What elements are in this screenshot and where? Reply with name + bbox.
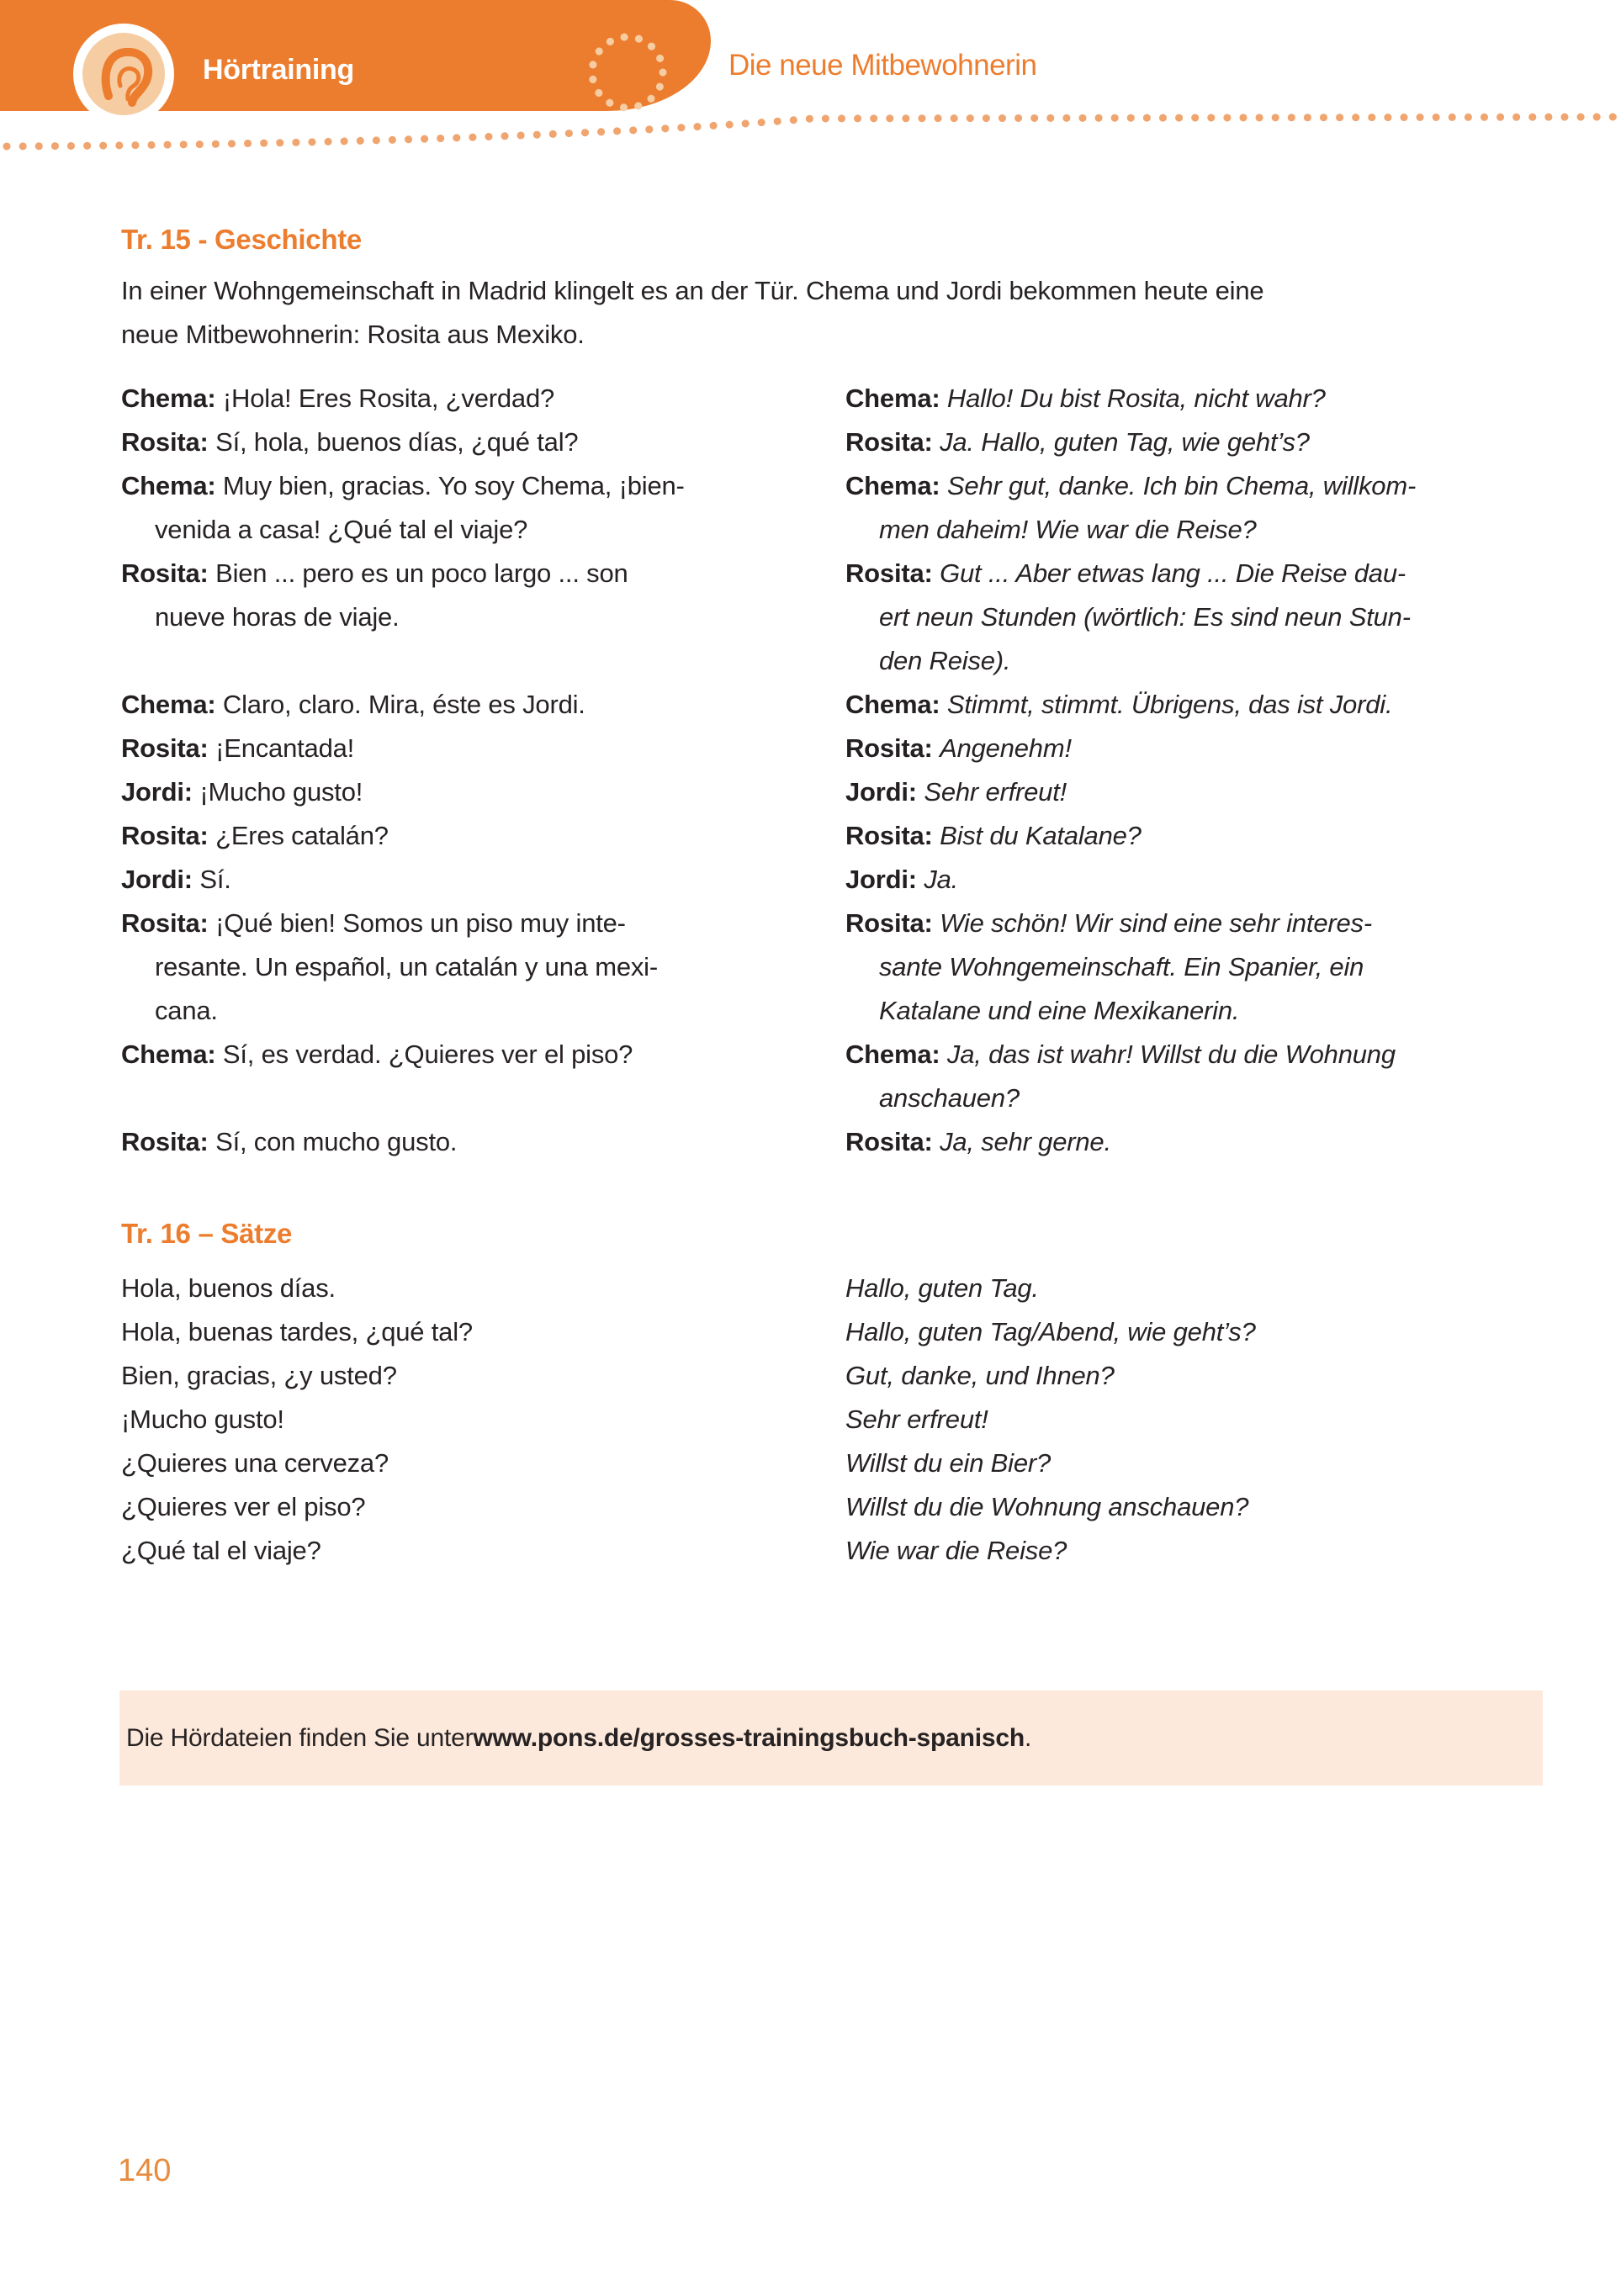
speaker-label: Rosita: (845, 821, 933, 850)
dialogue-line-german: anschauen? (879, 1083, 1020, 1113)
sentence-line-spanish: ¿Qué tal el viaje? (121, 1536, 321, 1565)
dialogue-line-spanish: Chema: Sí, es verdad. ¿Quieres ver el piso? (121, 1040, 633, 1069)
speaker-label: Jordi: (121, 777, 193, 807)
dialogue-line-spanish: Chema: Muy bien, gracias. Yo soy Chema, ¡bien- (121, 471, 685, 500)
dialogue-line-spanish: Rosita: ¿Eres catalán? (121, 821, 389, 850)
speaker-label: Chema: (121, 1040, 216, 1069)
audio-note-text: Die Hördateien finden Sie unter (126, 1723, 474, 1752)
dialogue-line-german: Rosita: Ja. Hallo, guten Tag, wie geht’s? (845, 427, 1310, 457)
tr15-intro-line: neue Mitbewohnerin: Rosita aus Mexiko. (121, 320, 585, 349)
audio-note-box (119, 1690, 1543, 1785)
dialogue-line-spanish: venida a casa! ¿Qué tal el viaje? (155, 515, 528, 544)
dialogue-line-german: Rosita: Angenehm! (845, 733, 1072, 763)
speaker-label: Chema: (845, 690, 940, 719)
dialogue-line-spanish: Rosita: Bien ... pero es un poco largo ... son (121, 558, 628, 588)
tr16-german-column (845, 1267, 1256, 1573)
dialogue-line-german: men daheim! Wie war die Reise? (879, 515, 1257, 544)
speaker-label: Rosita: (845, 908, 933, 938)
speaker-label: Rosita: (121, 558, 209, 588)
section-label: Hörtraining (203, 54, 354, 86)
speaker-label: Chema: (845, 1040, 940, 1069)
dialogue-line-german: Rosita: Bist du Katalane? (845, 821, 1142, 850)
sentence-line-spanish: Hola, buenas tardes, ¿qué tal? (121, 1317, 473, 1346)
dialogue-line-german: Katalane und eine Mexikanerin. (879, 996, 1240, 1025)
speaker-label: Chema: (121, 384, 216, 413)
speaker-label: Chema: (121, 690, 216, 719)
tr15-german-column (845, 377, 1416, 1164)
speaker-label: Rosita: (121, 427, 209, 457)
sentence-line-spanish: Bien, gracias, ¿y usted? (121, 1361, 397, 1390)
sentence-line-spanish: Hola, buenos días. (121, 1273, 336, 1303)
speaker-label: Rosita: (121, 821, 209, 850)
dialogue-line-spanish: Rosita: Sí, con mucho gusto. (121, 1127, 458, 1156)
dialogue-line-spanish (121, 1077, 685, 1120)
dialogue-line-spanish (121, 639, 685, 683)
sentence-line-spanish: ¿Quieres ver el piso? (121, 1492, 366, 1521)
speaker-label: Rosita: (121, 1127, 209, 1156)
dialogue-line-german: Chema: Stimmt, stimmt. Übrigens, das ist Jordi. (845, 690, 1393, 719)
page-title: Die neue Mitbewohnerin (728, 49, 1037, 82)
tr16-heading: Tr. 16 – Sätze (121, 1218, 293, 1249)
speaker-label: Rosita: (845, 558, 933, 588)
dialogue-line-spanish: Jordi: Sí. (121, 865, 231, 894)
sentence-line-german: Willst du ein Bier? (845, 1448, 1052, 1478)
speaker-label: Chema: (845, 384, 940, 413)
dialogue-line-spanish: Jordi: ¡Mucho gusto! (121, 777, 363, 807)
speaker-label: Rosita: (845, 1127, 933, 1156)
dialogue-line-german: Rosita: Wie schön! Wir sind eine sehr interes- (845, 908, 1372, 938)
dialogue-line-german: Chema: Ja, das ist wahr! Willst du die Wohnung (845, 1040, 1396, 1069)
tr15-heading: Tr. 15 - Geschichte (121, 224, 362, 255)
dialogue-line-german: Jordi: Sehr erfreut! (845, 777, 1067, 807)
dialogue-line-german: Jordi: Ja. (845, 865, 959, 894)
sentence-line-german: Hallo, guten Tag/Abend, wie geht’s? (845, 1317, 1256, 1346)
dialogue-line-spanish: resante. Un español, un catalán y una mexi- (155, 952, 658, 981)
dialogue-line-german: Rosita: Gut ... Aber etwas lang ... Die Reise dau- (845, 558, 1406, 588)
dialogue-line-spanish: Rosita: ¡Qué bien! Somos un piso muy inte- (121, 908, 626, 938)
speaker-label: Chema: (121, 471, 216, 500)
page-number: 140 (118, 2153, 172, 2188)
dialogue-line-german: Rosita: Ja, sehr gerne. (845, 1127, 1111, 1156)
speaker-label: Jordi: (121, 865, 193, 894)
speaker-label: Rosita: (845, 733, 933, 763)
dialogue-line-spanish: Chema: Claro, claro. Mira, éste es Jordi. (121, 690, 585, 719)
speaker-label: Rosita: (121, 908, 209, 938)
dialogue-line-spanish: Rosita: ¡Encantada! (121, 733, 355, 763)
sentence-line-german: Wie war die Reise? (845, 1536, 1067, 1565)
sentence-line-spanish: ¡Mucho gusto! (121, 1405, 284, 1434)
dialogue-line-spanish: cana. (155, 996, 218, 1025)
audio-note-url: www.pons.de/grosses-trainingsbuch-spanisch (473, 1723, 1025, 1752)
sentence-line-spanish: ¿Quieres una cerveza? (121, 1448, 389, 1478)
dialogue-line-spanish: Chema: ¡Hola! Eres Rosita, ¿verdad? (121, 384, 555, 413)
sentence-line-german: Sehr erfreut! (845, 1405, 988, 1434)
dialogue-line-spanish: Rosita: Sí, hola, buenos días, ¿qué tal? (121, 427, 579, 457)
speaker-label: Jordi: (845, 777, 917, 807)
tr15-intro-line: In einer Wohngemeinschaft in Madrid klingelt es an der Tür. Chema und Jordi bekommen heute eine (121, 276, 1264, 305)
sentence-line-german: Willst du die Wohnung anschauen? (845, 1492, 1249, 1521)
speaker-label: Rosita: (845, 427, 933, 457)
dialogue-line-german: ert neun Stunden (wörtlich: Es sind neun Stun- (879, 602, 1411, 632)
tr16-spanish-column (121, 1267, 473, 1573)
dialogue-line-german: den Reise). (879, 646, 1011, 675)
ear-icon (65, 15, 183, 133)
sentence-line-german: Gut, danke, und Ihnen? (845, 1361, 1115, 1390)
sentence-line-german: Hallo, guten Tag. (845, 1273, 1039, 1303)
speaker-label: Rosita: (121, 733, 209, 763)
audio-note-period: . (1025, 1723, 1032, 1752)
speaker-label: Jordi: (845, 865, 917, 894)
speaker-label: Chema: (845, 471, 940, 500)
tr15-intro (121, 269, 1263, 357)
dialogue-line-german: Chema: Hallo! Du bist Rosita, nicht wahr? (845, 384, 1326, 413)
dialogue-line-spanish: nueve horas de viaje. (155, 602, 400, 632)
tr15-spanish-column (121, 377, 685, 1164)
dialogue-line-german: Chema: Sehr gut, danke. Ich bin Chema, willkom- (845, 471, 1417, 500)
dialogue-line-german: sante Wohngemeinschaft. Ein Spanier, ein (879, 952, 1364, 981)
